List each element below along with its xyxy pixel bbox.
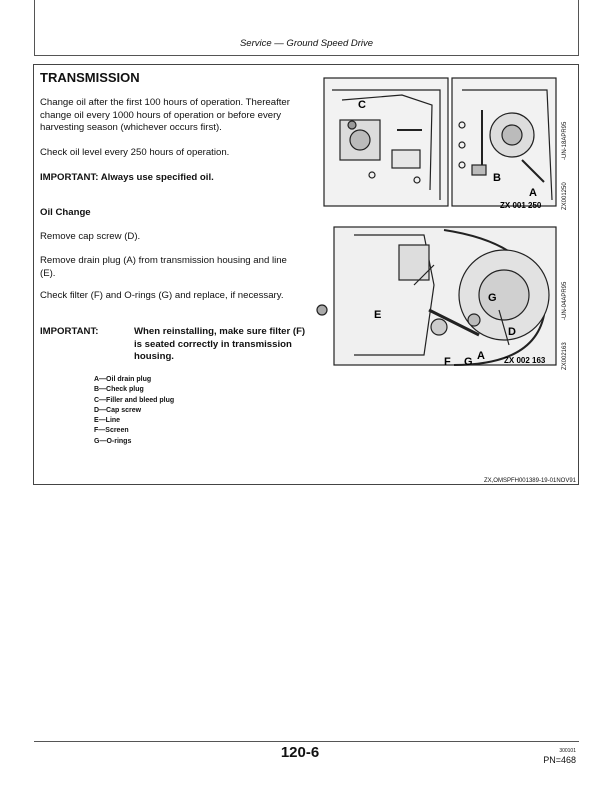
fig1-side-ref: ZX001250 [562, 182, 568, 210]
legend-item: G—O-rings [94, 437, 132, 445]
header-divider [34, 55, 579, 56]
paragraph-check-level: Check oil level every 250 hours of operation. [40, 147, 230, 158]
fig2-label-d: D [508, 326, 516, 338]
fig2-caption: ZX 002 163 [504, 356, 546, 365]
fig2-label-e: E [374, 309, 382, 321]
document-code: ZX,OMSPFH001389-19-01NOV91 [483, 478, 576, 484]
legend-item: C—Filler and bleed plug [94, 396, 175, 404]
footer-date-code: 300101 [559, 748, 576, 754]
fig2-label-f: F [444, 356, 451, 368]
parts-legend [94, 375, 174, 447]
important-note-filter [40, 326, 310, 362]
fig1-side-code: -UN-18APR95 [562, 121, 568, 160]
fig2-side-ref: ZX002163 [562, 342, 568, 370]
section-title: TRANSMISSION [40, 70, 140, 85]
page-number: 120-6 [280, 744, 320, 761]
footer-divider [34, 741, 579, 742]
important-text: When reinstalling, make sure filter (F) is seated correctly in transmission housing. [134, 326, 306, 362]
legend-item: B—Check plug [94, 386, 144, 394]
subheading-oil-change: Oil Change [40, 207, 91, 218]
fig2-label-g-top: G [488, 292, 497, 304]
step-remove-cap-screw: Remove cap screw (D). [40, 231, 141, 242]
fig1-caption: ZX 001 250 [500, 201, 542, 210]
transmission-housing-illustration [314, 225, 558, 371]
fig1-label-c: C [358, 99, 366, 111]
legend-item: E—Line [94, 417, 121, 425]
fig2-side-code: -UN-04APR95 [562, 281, 568, 320]
page-header-title: Service — Ground Speed Drive [239, 38, 374, 49]
legend-item: A—Oil drain plug [94, 376, 152, 383]
step-remove-drain-plug: Remove drain plug (A) from transmission housing and line (E). [40, 255, 287, 279]
legend-item: F—Screen [94, 427, 129, 435]
transmission-top-illustration [322, 70, 558, 216]
important-note-oil: IMPORTANT: Always use specified oil. [40, 172, 214, 183]
legend-item: D—Cap screw [94, 406, 142, 414]
important-label: IMPORTANT: [40, 326, 99, 337]
fig2-label-a: A [477, 350, 485, 362]
footer-pn: PN=468 [543, 755, 576, 765]
paragraph-oil-interval: Change oil after the first 100 hours of operation. Thereafter change oil every 1000 hours of operation or before every harvesting season (whichever occurs first). [40, 97, 290, 133]
step-check-filter: Check filter (F) and O-rings (G) and replace, if necessary. [40, 290, 284, 301]
fig2-label-g: G [464, 356, 473, 368]
fig1-label-a: A [529, 187, 537, 199]
fig1-label-b: B [493, 172, 501, 184]
